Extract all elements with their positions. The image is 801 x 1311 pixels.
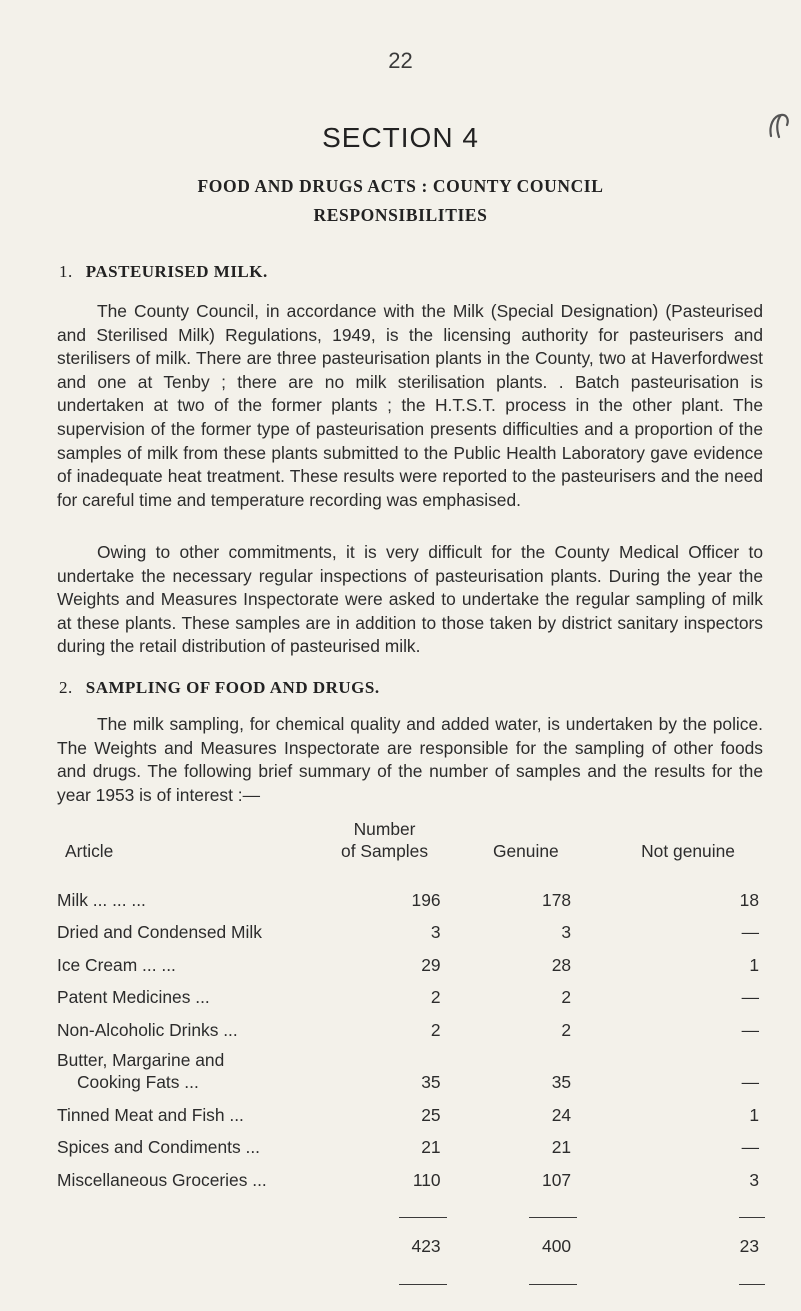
row-not-genuine: 1: [749, 1104, 759, 1125]
row-not-genuine: —: [741, 987, 759, 1008]
table-row: [57, 943, 777, 976]
row-not-genuine: 18: [739, 889, 759, 910]
row-article: Miscellaneous Groceries ...: [57, 1169, 267, 1190]
final-rule-row: [57, 1257, 777, 1290]
row-genuine: 2: [561, 1019, 572, 1040]
header-not-genuine: Not genuine: [641, 841, 735, 861]
totals-row: [57, 1223, 777, 1257]
row-not-genuine: 1: [749, 954, 759, 975]
total-samples: 423: [411, 1236, 441, 1257]
header-article: Article: [65, 841, 114, 861]
samples-summary-table: [57, 818, 777, 1290]
header-samples: [317, 818, 453, 878]
row-genuine: 107: [542, 1169, 572, 1190]
final-divider: [399, 1284, 447, 1285]
page-number: 22: [388, 48, 413, 73]
row-article: [57, 1041, 317, 1093]
header-samples-line2: of Samples: [341, 841, 429, 861]
row-article-line2: Cooking Fats ...: [77, 1071, 199, 1092]
section1-heading: [59, 262, 268, 282]
section1-paragraph2: Owing to other commitments, it is very difficult for the County Medical Officer to undertake the necessary regular inspections of pasteurisation plants. During the year the Weights and Measures Inspectorate were asked to undertake the regular sampling of milk at these plants. These samples are in addition to those taken by district sanitary inspectors during the retail distribution of pasteurised milk.: [57, 542, 763, 657]
table-row: [57, 976, 777, 1009]
row-samples: 196: [411, 889, 441, 910]
row-genuine: 28: [551, 954, 572, 975]
row-genuine: 3: [561, 922, 572, 943]
row-samples: 25: [421, 1104, 441, 1125]
final-divider: [739, 1284, 765, 1285]
row-article: Spices and Condiments ...: [57, 1137, 260, 1158]
table-row: [57, 1126, 777, 1159]
row-samples: 110: [412, 1169, 441, 1190]
total-rule-row: [57, 1191, 777, 1224]
section2-number: 2.: [59, 678, 73, 697]
table-row: [57, 1158, 777, 1191]
row-not-genuine: —: [741, 1019, 759, 1040]
total-genuine: 400: [542, 1236, 572, 1257]
row-not-genuine: —: [741, 1071, 759, 1092]
row-samples: 2: [430, 987, 441, 1008]
row-genuine: 2: [561, 987, 572, 1008]
document-title-line2: RESPONSIBILITIES: [313, 205, 488, 225]
table-row: [57, 1041, 777, 1093]
row-article-line1: Butter, Margarine and: [57, 1049, 225, 1070]
section1-paragraph1: The County Council, in accordance with the Milk (Special Designation) (Pasteurised and Sterilised Milk) Regulations, 1949, is the licensing authority for pasteurisers and sterilisers of milk. There are three pasteurisation plants in the County, two at Haverfordwest and one at Tenby ; there are no milk sterilisation plants. . Batch pasteurisation is undertaken at two of the former plants ; the H.T.S.T. process in the other plant. The supervision of the former type of pasteurisation presents difficulties and a proportion of the samples of milk from these plants submitted to the Public Health Laboratory gave evidence of inadequate heat treatment. These results were reported to the pasteurisers and the need for careful time and temperature recording was emphasised.: [57, 301, 763, 510]
total-divider: [529, 1217, 577, 1218]
section2-heading: [59, 678, 380, 698]
header-samples-line1: Number: [353, 819, 416, 839]
table-row: [57, 1008, 777, 1041]
row-not-genuine: 3: [749, 1169, 759, 1190]
total-not-genuine: 23: [739, 1236, 759, 1257]
row-samples: 3: [430, 922, 441, 943]
table-row: [57, 878, 777, 911]
section1-number: 1.: [59, 262, 73, 281]
table-header-row: [57, 818, 777, 878]
row-article: Milk ... ... ...: [57, 889, 146, 910]
row-genuine: 178: [542, 889, 572, 910]
row-article: Non-Alcoholic Drinks ...: [57, 1019, 238, 1040]
binding-mark-icon: [765, 112, 791, 140]
row-genuine: 21: [551, 1137, 572, 1158]
row-samples: 35: [421, 1071, 441, 1092]
section1-heading-text: PASTEURISED MILK.: [85, 262, 268, 281]
final-divider: [529, 1284, 577, 1285]
row-not-genuine: —: [741, 922, 759, 943]
total-divider: [739, 1217, 765, 1218]
row-article: Tinned Meat and Fish ...: [57, 1104, 244, 1125]
row-samples: 21: [421, 1137, 441, 1158]
total-divider: [399, 1217, 447, 1218]
row-article: Dried and Condensed Milk: [57, 922, 262, 943]
table-row: [57, 911, 777, 944]
header-genuine: Genuine: [492, 841, 559, 861]
document-title-line1: FOOD AND DRUGS ACTS : COUNTY COUNCIL: [197, 176, 604, 196]
section2-paragraph1: The milk sampling, for chemical quality and added water, is undertaken by the police. The Weights and Measures Inspectorate are responsible for the sampling of other foods and drugs. The following brief summary of the number of samples and the results for the year 1953 is of interest :—: [57, 714, 763, 805]
row-samples: 2: [430, 1019, 441, 1040]
row-not-genuine: —: [741, 1137, 759, 1158]
row-genuine: 24: [551, 1104, 572, 1125]
section2-heading-text: SAMPLING OF FOOD AND DRUGS.: [85, 678, 380, 697]
table-row: [57, 1093, 777, 1126]
row-genuine: 35: [551, 1071, 572, 1092]
row-article: Patent Medicines ...: [57, 987, 210, 1008]
section-title: SECTION 4: [322, 122, 479, 153]
row-samples: 29: [421, 954, 441, 975]
row-article: Ice Cream ... ...: [57, 954, 176, 975]
